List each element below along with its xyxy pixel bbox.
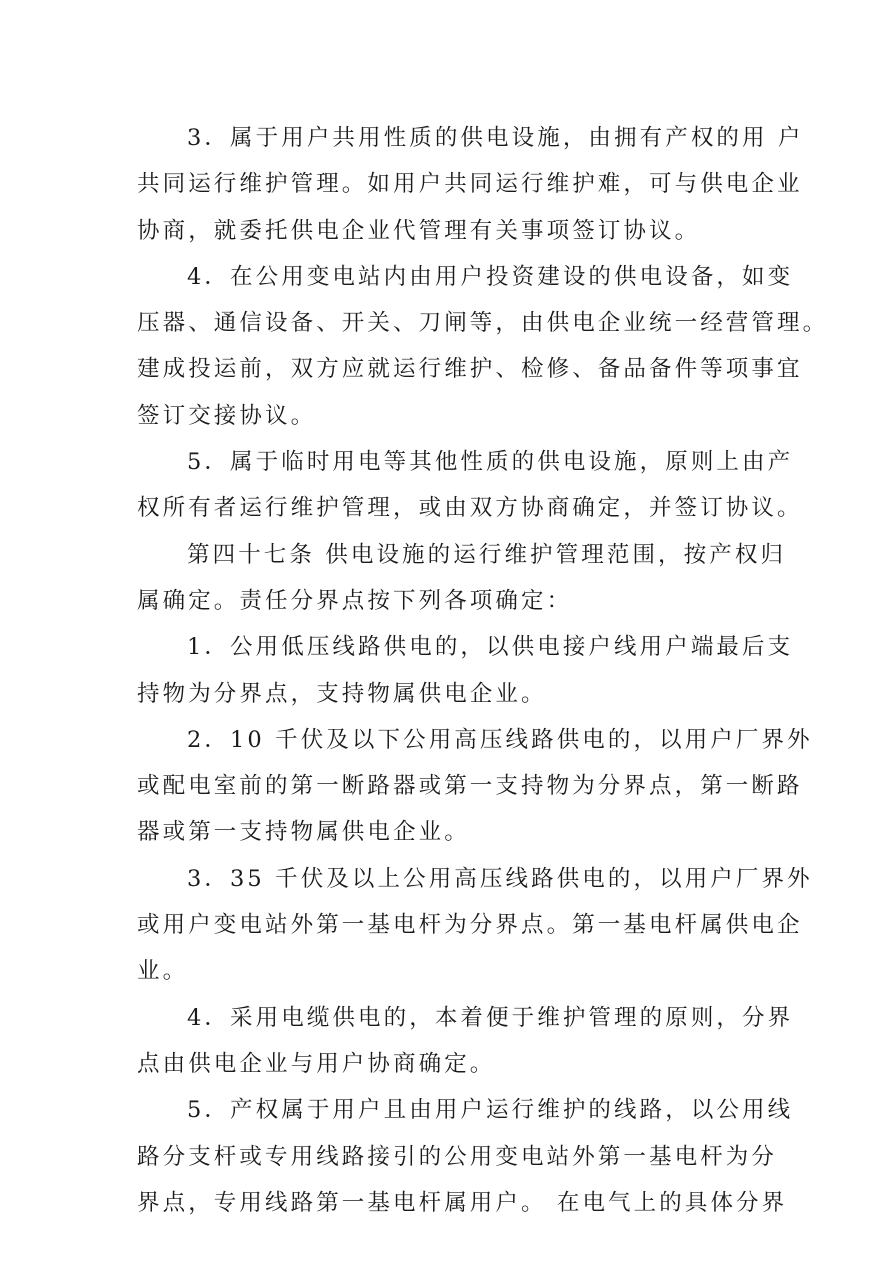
- text-line: 5．属于临时用电等其他性质的供电设施，原则上由产: [187, 449, 794, 476]
- text-line: 1．公用低压线路供电的，以供电接户线用户端最后支: [187, 634, 794, 661]
- text-line: 界点，专用线路第一基电杆属用户。 在电气上的具体分界: [137, 1189, 788, 1216]
- text-line: 第四十七条 供电设施的运行维护管理范围，按产权归: [187, 541, 787, 568]
- text-line: 5．产权属于用户且由用户运行维护的线路，以公用线: [187, 1097, 794, 1124]
- text-line: 3．35 千伏及以上公用高压线路供电的，以用户厂界外: [187, 865, 813, 892]
- text-line: 4．采用电缆供电的，本着便于维护管理的原则，分界: [187, 1004, 794, 1031]
- text-line: 共同运行维护管理。如用户共同运行维护难，可与供电企业: [137, 171, 803, 198]
- paragraph-p7: [137, 856, 813, 995]
- text-line: 2．10 千伏及以下公用高压线路供电的，以用户厂界外: [187, 726, 813, 753]
- text-line: 点由供电企业与用户协商确定。: [137, 1050, 496, 1077]
- text-line: 3．属于用户共用性质的供电设施，由拥有产权的用 户: [187, 125, 804, 151]
- text-line: 压器、通信设备、开关、刀闸等，由供电企业统一经营管理。: [137, 310, 829, 337]
- paragraph-p1: [137, 115, 804, 254]
- text-line: 权所有者运行维护管理，或由双方协商确定，并签订协议。: [137, 495, 803, 522]
- paragraph-p8: [137, 995, 794, 1088]
- text-line: 属确定。责任分界点按下列各项确定：: [137, 587, 573, 614]
- body-text: [137, 115, 829, 1226]
- text-line: 持物为分界点，支持物属供电企业。: [137, 680, 547, 707]
- paragraph-p9: [137, 1087, 794, 1226]
- text-line: 签订交接协议。: [137, 402, 317, 429]
- paragraph-p6: [137, 717, 813, 856]
- paragraph-p5: [137, 624, 794, 717]
- text-line: 路分支杆或专用线路接引的公用变电站外第一基电杆为分: [137, 1143, 778, 1170]
- paragraph-p2: [137, 254, 829, 439]
- text-line: 或配电室前的第一断路器或第一支持物为分界点，第一断路: [137, 773, 803, 800]
- text-line: 协商，就委托供电企业代管理有关事项签订协议。: [137, 217, 701, 244]
- text-line: 器或第一支持物属供电企业。: [137, 819, 470, 846]
- paragraph-p4: [137, 532, 787, 625]
- text-line: 业。: [137, 958, 189, 985]
- text-line: 建成投运前，双方应就运行维护、检修、备品备件等项事宜: [137, 356, 803, 383]
- text-line: 4．在公用变电站内由用户投资建设的供电设备，如变: [187, 263, 794, 290]
- paragraph-p3: [137, 439, 803, 532]
- text-line: 或用户变电站外第一基电杆为分界点。第一基电杆属供电企: [137, 912, 803, 939]
